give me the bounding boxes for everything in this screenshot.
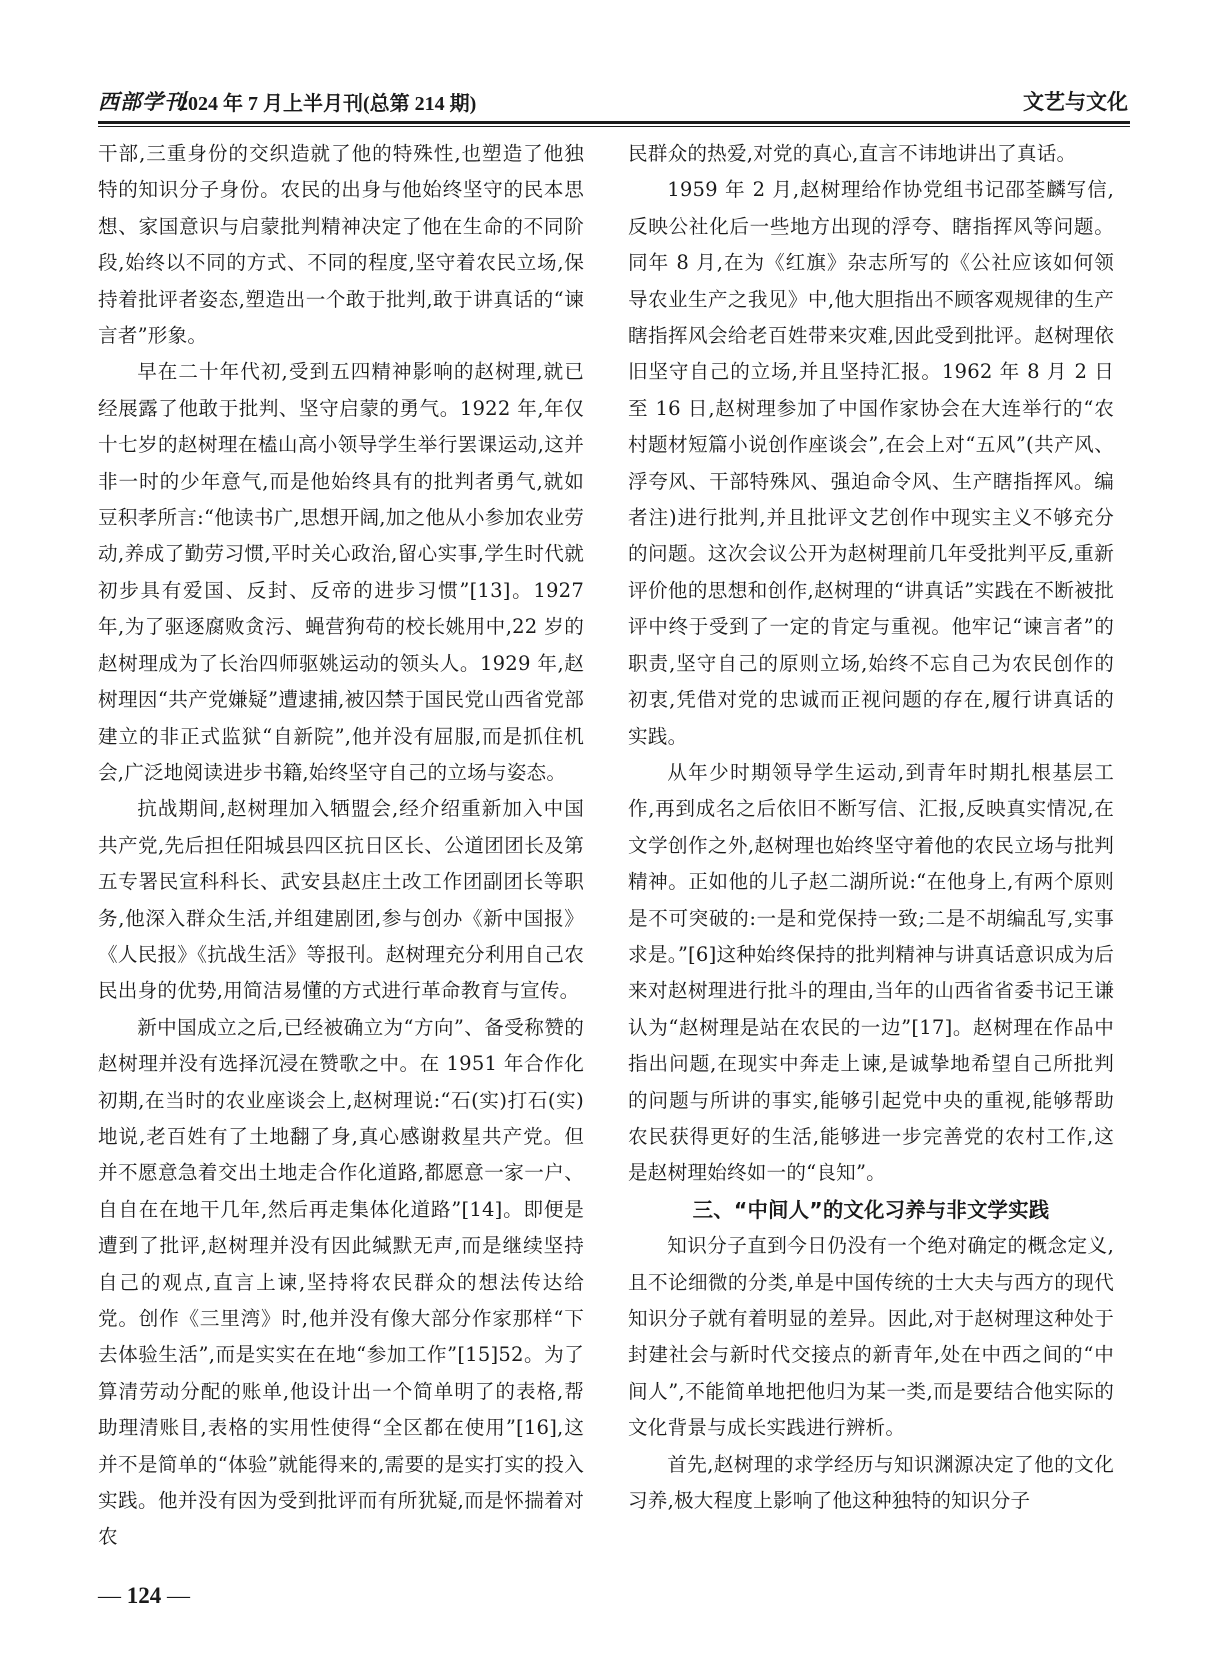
issue-info: 2024 年 7 月上半月刊(总第 214 期)	[178, 93, 477, 115]
paragraph: 从年少时期领导学生运动,到青年时期扎根基层工作,再到成名之后依旧不断写信、汇报,反映真实情况,在文学创作之外,赵树理也始终坚守着他的农民立场与批判精神。正如他的儿子赵二湖所说:“在他身上,有两个原则是不可突破的:一是和党保持一致;二是不胡编乱写,实事求是。”[6]这种始终保持的批判精神与讲真话意识成为后来对赵树理进行批斗的理由,当年的山西省省委书记王谦认为“赵树理是站在农民的一边”[17]。赵树理在作品中指出问题,在现实中奔走上谏,是诚挚地希望自己所批判的问题与所讲的事实,能够引起党中央的重视,能够帮助农民获得更好的生活,能够进一步完善党的农村工作,这是赵树理始终如一的“良知”。	[628, 760, 1114, 1185]
running-header	[98, 86, 1130, 120]
paragraph: 首先,赵树理的求学经历与知识渊源决定了他的文化习养,极大程度上影响了他这种独特的知识分子	[628, 1452, 1114, 1513]
header-rule-thin	[98, 126, 1130, 127]
paragraph: 早在二十年代初,受到五四精神影响的赵树理,就已经展露了他敢于批判、坚守启蒙的勇气。1922 年,年仅十七岁的赵树理在榼山高小领导学生举行罢课运动,这并非一时的少年意气,而是他始终具有的批判者勇气,就如豆积孝所言:“他读书广,思想开阔,加之他从小参加农业劳动,养成了勤劳习惯,平时关心政治,留心实事,学生时代就初步具有爱国、反封、反帝的进步习惯”[13]。1927 年,为了驱逐腐败贪污、蝇营狗苟的校长姚用中,22 岁的赵树理成为了长治四师驱姚运动的领头人。1929 年,赵树理因“共产党嫌疑”遭逮捕,被囚禁于国民党山西省党部建立的非正式监狱“自新院”,他并没有屈服,而是抓住机会,广泛地阅读进步书籍,始终坚守自己的立场与姿态。	[98, 360, 584, 784]
left-column	[98, 136, 584, 1576]
paragraph: 干部,三重身份的交织造就了他的特殊性,也塑造了他独特的知识分子身份。农民的出身与他始终坚守的民本思想、家国意识与启蒙批判精神决定了他在生命的不同阶段,始终以不同的方式、不同的程度,坚守着农民立场,保持着批评者姿态,塑造出一个敢于批判,敢于讲真话的“谏言者”形象。	[98, 142, 584, 348]
footer-dash-right: —	[167, 1583, 190, 1608]
section-name: 文艺与文化	[1023, 90, 1128, 114]
paragraph: 民群众的热爱,对党的真心,直言不讳地讲出了真话。	[628, 142, 1077, 165]
paragraph: 抗战期间,赵树理加入牺盟会,经介绍重新加入中国共产党,先后担任阳城县四区抗日区长、公道团团长及第五专署民宣科科长、武安县赵庄土改工作团副团长等职务,他深入群众生活,并组建剧团,参与创办《新中国报》《人民报》《抗战生活》等报刊。赵树理充分利用自己农民出身的优势,用简洁易懂的方式进行革命教育与宣传。	[98, 797, 584, 1003]
header-rule-thick	[98, 121, 1130, 124]
paragraph: 1959 年 2 月,赵树理给作协党组书记邵荃麟写信,反映公社化后一些地方出现的浮夸、瞎指挥风等问题。同年 8 月,在为《红旗》杂志所写的《公社应该如何领导农业生产之我见》中,他大胆指出不顾客观规律的生产瞎指挥风会给老百姓带来灾难,因此受到批评。赵树理依旧坚守自己的立场,并且坚持汇报。1962 年 8 月 2 日至 16 日,赵树理参加了中国作家协会在大连举行的“农村题材短篇小说创作座谈会”,在会上对“五风”(共产风、浮夸风、干部特殊风、强迫命令风、生产瞎指挥风。编者注)进行批判,并且批评文艺创作中现实主义不够充分的问题。这次会议公开为赵树理前几年受批判平反,重新评价他的思想和创作,赵树理的“讲真话”实践在不断被批评中终于受到了一定的肯定与重视。他牢记“谏言者”的职责,坚守自己的原则立场,始终不忘自己为农民创作的初衷,凭借对党的忠诚而正视问题的存在,履行讲真话的实践。	[628, 178, 1114, 748]
page-footer	[98, 1583, 298, 1619]
right-column	[628, 136, 1114, 1576]
paragraph: 知识分子直到今日仍没有一个绝对确定的概念定义,且不论细微的分类,单是中国传统的士大夫与西方的现代知识分子就有着明显的差异。因此,对于赵树理这种处于封建社会与新时代交接点的新青年,处在中西之间的“中间人”,不能简单地把他归为某一类,而是要结合他实际的文化背景与成长实践进行辨析。	[628, 1234, 1114, 1440]
paragraph: 新中国成立之后,已经被确立为“方向”、备受称赞的赵树理并没有选择沉浸在赞歌之中。在 1951 年合作化初期,在当时的农业座谈会上,赵树理说:“石(实)打石(实)地说,老百姓有了土地翻了身,真心感谢救星共产党。但并不愿意急着交出土地走合作化道路,都愿意一家一户、自自在在地干几年,然后再走集体化道路”[14]。即便是遭到了批评,赵树理并没有因此缄默无声,而是继续坚持自己的观点,直言上谏,坚持将农民群众的想法传达给党。创作《三里湾》时,他并没有像大部分作家那样“下去体验生活”,而是实实在在地“参加工作”[15]52。为了算清劳动分配的账单,他设计出一个简单明了的表格,帮助理清账目,表格的实用性使得“全区都在使用”[16],这并不是简单的“体验”就能得来的,需要的是实打实的投入实践。他并没有因为受到批评而有所犹疑,而是怀揣着对农	[98, 1015, 584, 1549]
journal-logo: 西部学刊	[98, 89, 186, 114]
section-heading: 三、“中间人”的文化习养与非文学实践	[692, 1197, 1050, 1222]
footer-dash-left: —	[98, 1583, 121, 1608]
page-number: 124	[126, 1583, 162, 1608]
